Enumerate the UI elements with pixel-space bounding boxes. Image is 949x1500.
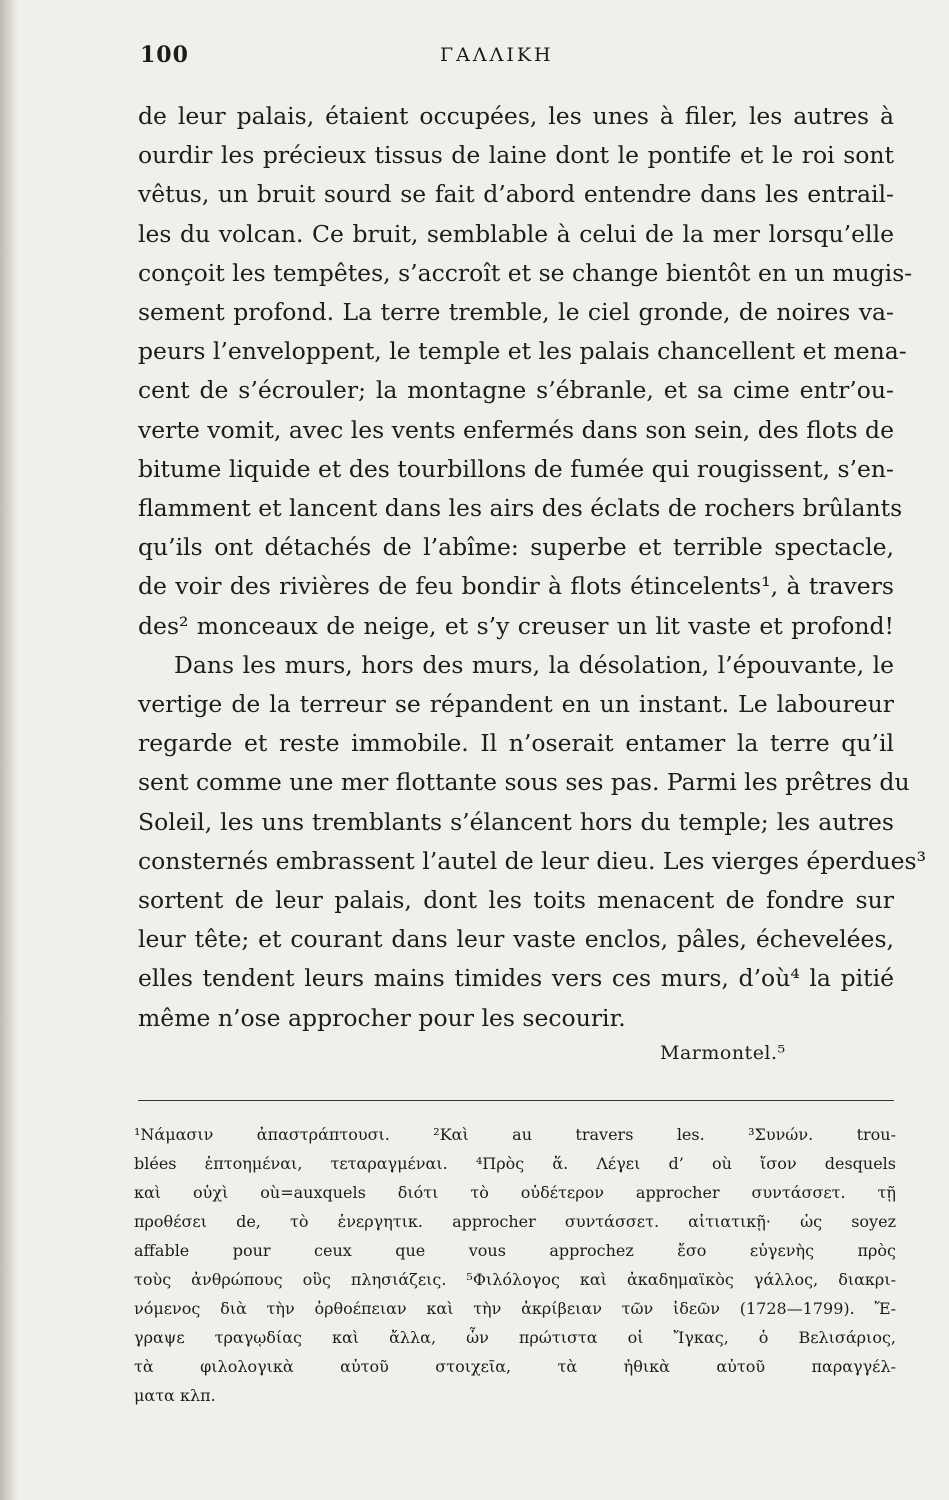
page-edge-shadow bbox=[0, 0, 18, 1500]
running-head: ΓΑΛΛΙΚΗ bbox=[440, 44, 554, 66]
text-line: qu’ils ont détachés de l’abîme: superbe et terrible spectacle, bbox=[138, 533, 894, 562]
paragraph-start-line: Dans les murs, hors des murs, la désolation, l’épouvante, le bbox=[174, 650, 894, 679]
footnote-line: γραψε τραγῳδίας καὶ ἄλλα, ὧν πρώτιστα οἱ Ἴγκας, ὁ Βελισάριος, bbox=[134, 1328, 896, 1347]
text-line: même n’ose approcher pour les secourir. bbox=[138, 1003, 626, 1032]
footnote-line: νόμενος διὰ τὴν ὀρθοέπειαν καὶ τὴν ἀκρίβειαν τῶν ἰδεῶν (1728—1799). Ἔ- bbox=[134, 1299, 896, 1318]
text-line: leur tête; et courant dans leur vaste enclos, pâles, échevelées, bbox=[138, 925, 894, 954]
main-text bbox=[138, 97, 927, 1038]
text-line: flamment et lancent dans les airs des éclats de rochers brûlants bbox=[138, 494, 903, 523]
footnote-line: ¹Νάμασιν ἀπαστράπτουσι. ²Καὶ au travers les. ³Συνών. trou- bbox=[134, 1125, 896, 1144]
text-line: de voir des rivières de feu bondir à flots étincelents¹, à travers bbox=[138, 572, 894, 601]
footnote-line: τὰ φιλολογικὰ αὐτοῦ στοιχεῖα, τὰ ἠθικὰ αὐτοῦ παραγγέλ- bbox=[134, 1357, 896, 1376]
footnote-rule bbox=[138, 1100, 894, 1101]
text-line: elles tendent leurs mains timides vers ces murs, d’où⁴ la pitié bbox=[138, 964, 894, 993]
text-line: regarde et reste immobile. Il n’oserait entamer la terre qu’il bbox=[138, 729, 894, 758]
text-line: cent de s’écrouler; la montagne s’ébranle, et sa cime entr’ou- bbox=[138, 376, 894, 405]
text-line: sortent de leur palais, dont les toits menacent de fondre sur bbox=[138, 886, 894, 915]
text-line: ourdir les précieux tissus de laine dont le pontife et le roi sont bbox=[138, 141, 894, 170]
footnote-line: τοὺς ἀνθρώπους οὓς πλησιάζεις. ⁵Φιλόλογος καὶ ἀκαδημαϊκὸς γάλλος, διακρι- bbox=[134, 1270, 896, 1289]
page-number: 100 bbox=[140, 42, 189, 68]
footnote-line: προθέσει de, τὸ ἐνεργητικ. approcher συντάσσετ. αἰτιατικῇ· ὡς soyez bbox=[134, 1212, 896, 1231]
text-line: bitume liquide et des tourbillons de fumée qui rougissent, s’en- bbox=[138, 454, 894, 483]
text-line: vêtus, un bruit sourd se fait d’abord entendre dans les entrail- bbox=[138, 180, 894, 209]
footnote-line: καὶ οὐχὶ où=auxquels διότι τὸ οὐδέτερον approcher συντάσσετ. τῇ bbox=[134, 1183, 896, 1202]
text-line: peurs l’enveloppent, le temple et les palais chancellent et mena- bbox=[138, 337, 907, 366]
text-line: des² monceaux de neige, et s’y creuser un lit vaste et profond! bbox=[138, 611, 894, 640]
text-line: sement profond. La terre tremble, le ciel gronde, de noires va- bbox=[138, 298, 894, 327]
text-line: verte vomit, avec les vents enfermés dans son sein, des flots de bbox=[138, 415, 894, 444]
text-line: vertige de la terreur se répandent en un instant. Le laboureur bbox=[138, 690, 894, 719]
text-line: consternés embrassent l’autel de leur dieu. Les vierges éperdues³ bbox=[138, 846, 927, 875]
footnote-line: ματα κλπ. bbox=[134, 1386, 216, 1405]
text-line: les du volcan. Ce bruit, semblable à celui de la mer lorsqu’elle bbox=[138, 219, 894, 248]
text-line: sent comme une mer flottante sous ses pas. Parmi les prêtres du bbox=[138, 768, 910, 797]
footnote-line: blées ἐπτοημέναι, τεταραγμέναι. ⁴Πρὸς ἅ. Λέγει d’ où ἴσον desquels bbox=[134, 1154, 896, 1173]
footnote-line: affable pour ceux que vous approchez ἔσο εὐγενὴς πρὸς bbox=[134, 1241, 896, 1260]
footnotes bbox=[134, 1120, 896, 1410]
text-line: conçoit les tempêtes, s’accroît et se change bientôt en un mugis- bbox=[138, 258, 913, 287]
author-attribution: Marmontel.⁵ bbox=[660, 1042, 786, 1064]
text-line: Soleil, les uns tremblants s’élancent hors du temple; les autres bbox=[138, 807, 894, 836]
text-line: de leur palais, étaient occupées, les unes à filer, les autres à bbox=[138, 102, 894, 130]
